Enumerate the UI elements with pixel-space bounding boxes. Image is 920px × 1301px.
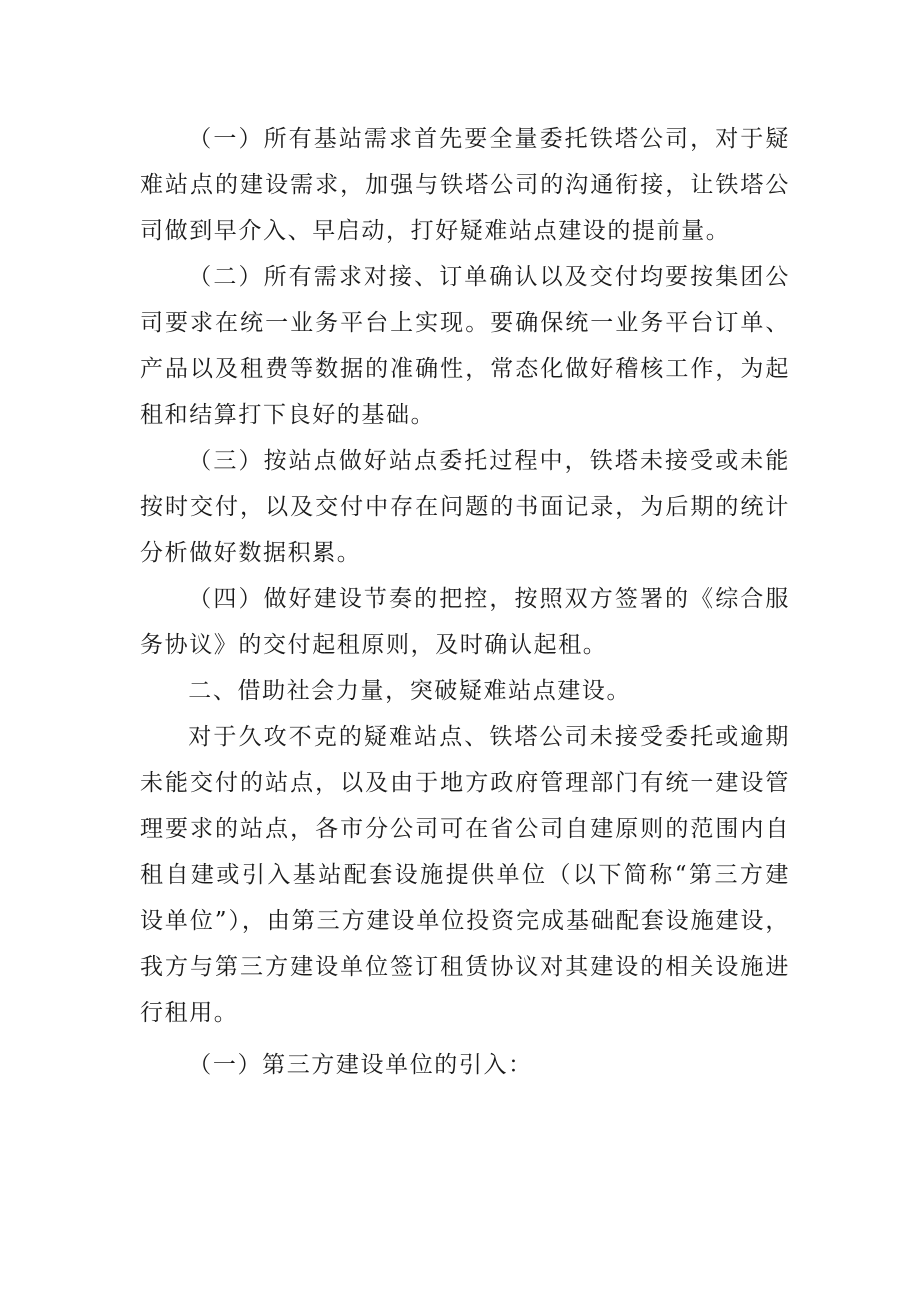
paragraph-4: （四）做好建设节奏的把控，按照双方签署的《综合服务协议》的交付起租原则，及时确认起租。 [140,586,790,658]
paragraph-5: 对于久攻不克的疑难站点、铁塔公司未接受委托或逾期未能交付的站点，以及由于地方政府管理部门有统一建设管理要求的站点，各市分公司可在省公司自建原则的范围内自租自建或引入基站配套设施提供单位（以下简称“第三方建设单位”），由第三方建设单位投资完成基础配套设施建设，我方与第三方建设单位签订租赁协议对其建设的相关设施进行租用。 [140,724,790,1026]
document-body [140,116,790,1088]
subsection-heading: （一）第三方建设单位的引入： [188,1052,533,1078]
paragraph-1: （一）所有基站需求首先要全量委托铁塔公司，对于疑难站点的建设需求，加强与铁塔公司的沟通衔接，让铁塔公司做到早介入、早启动，打好疑难站点建设的提前量。 [140,126,790,244]
paragraph-2: （二）所有需求对接、订单确认以及交付均要按集团公司要求在统一业务平台上实现。要确保统一业务平台订单、产品以及租费等数据的准确性，常态化做好稽核工作，为起租和结算打下良好的基础。 [140,264,790,428]
section-heading: 二、借助社会力量，突破疑难站点建设。 [188,678,632,704]
paragraph-3: （三）按站点做好站点委托过程中，铁塔未接受或未能按时交付，以及交付中存在问题的书面记录，为后期的统计分析做好数据积累。 [140,448,790,566]
